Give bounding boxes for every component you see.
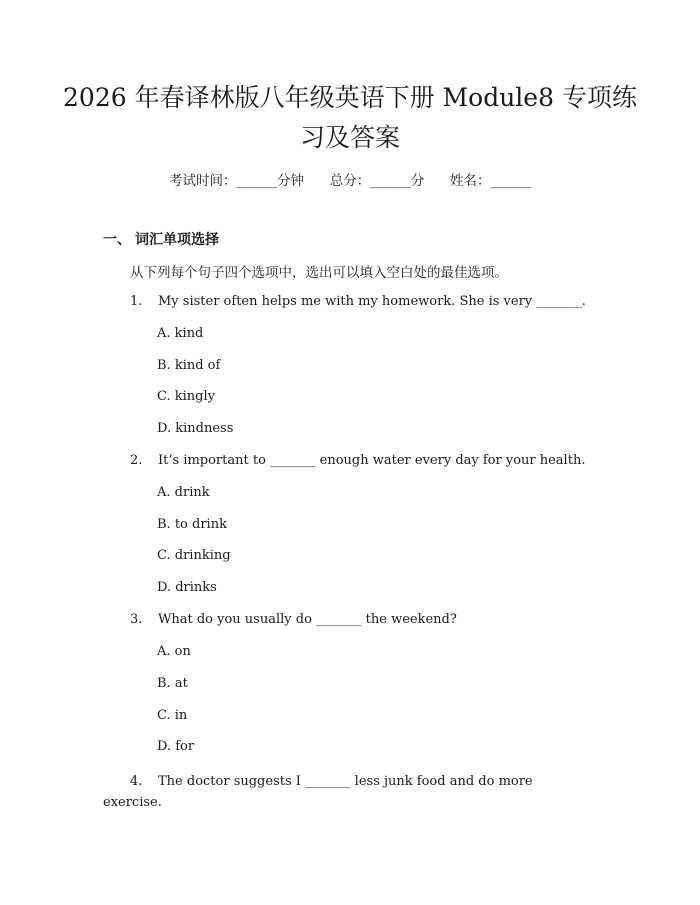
question-number: 4. [130, 774, 143, 789]
section-title: 词汇单项选择 [135, 232, 219, 248]
question-text: The doctor suggests I _______ less junk food and do more exercise. [103, 774, 533, 810]
question-number: 1. [130, 294, 143, 309]
question-text: It’s important to _______ enough water every day for your health. [158, 453, 586, 468]
question-text: My sister often helps me with my homework. She is very _______. [158, 294, 586, 309]
section-number: 一、 [103, 232, 131, 248]
option: C. drinking [157, 548, 231, 563]
question-number: 2. [130, 453, 143, 468]
question-3 [130, 612, 457, 627]
option: A. on [157, 644, 191, 659]
question-number: 3. [130, 612, 143, 627]
option: B. at [157, 676, 188, 691]
option: D. kindness [157, 421, 234, 436]
option: D. drinks [157, 580, 217, 595]
option: C. in [157, 708, 188, 723]
question-1 [130, 294, 586, 309]
exam-info-line: 考试时间：______分钟 总分：______分 姓名：______ [169, 173, 531, 189]
option: A. kind [157, 326, 204, 341]
question-4 [103, 771, 553, 813]
question-2 [130, 453, 585, 468]
instruction-text: 从下列每个句子四个选项中，选出可以填入空白处的最佳选项。 [130, 265, 508, 281]
section-heading [103, 229, 219, 249]
page-title: 2026 年春译林版八年级英语下册 Module8 专项练习及答案 [63, 83, 637, 152]
option: A. drink [157, 485, 210, 500]
option: D. for [157, 739, 195, 754]
option: B. kind of [157, 358, 221, 373]
option: B. to drink [157, 517, 227, 532]
option: C. kingly [157, 389, 215, 404]
question-text: What do you usually do _______ the weekend? [158, 612, 457, 627]
